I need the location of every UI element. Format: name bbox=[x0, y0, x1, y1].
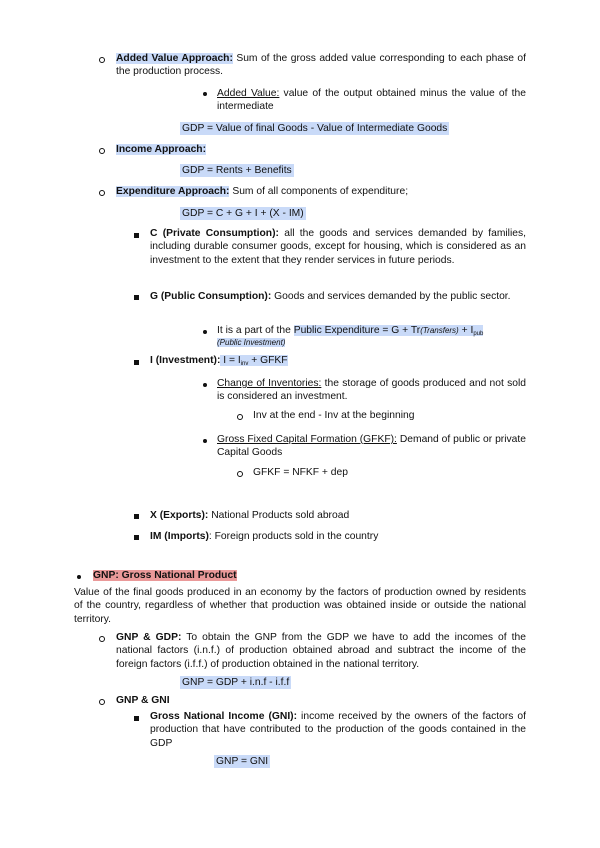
i-investment bbox=[150, 354, 288, 367]
gnp-definition: Value of the final goods produced in an economy by the factors of production owned by residents of the country, regardless of whether that production was obtained inside or outside the national territory. bbox=[74, 587, 526, 625]
hollow-bullet-icon bbox=[99, 699, 105, 705]
plus-i-label: + I bbox=[458, 325, 474, 336]
hollow-bullet-icon bbox=[99, 636, 105, 642]
added-value-definition bbox=[217, 87, 526, 114]
pub-subscript: pub bbox=[473, 331, 484, 337]
i-formula-a: I = I bbox=[220, 355, 241, 366]
square-bullet-icon bbox=[134, 233, 139, 238]
added-value-def-text: value of the output obtained minus the value of the intermediate bbox=[217, 88, 526, 113]
square-bullet-icon bbox=[134, 535, 139, 540]
gross-fixed-capital-formation bbox=[217, 433, 526, 460]
hollow-bullet-icon bbox=[99, 57, 105, 63]
public-investment-note bbox=[217, 336, 285, 349]
filled-dot-bullet-icon bbox=[77, 575, 81, 579]
public-investment-label: (Public Investment) bbox=[217, 338, 286, 347]
inv-text: the storage of goods produced and not sold is considered an investment. bbox=[217, 378, 526, 403]
hollow-bullet-icon bbox=[237, 414, 243, 420]
x-exports bbox=[150, 509, 349, 522]
gross-national-income bbox=[150, 710, 526, 750]
public-expenditure-label: Public Expenditure = G + Tr bbox=[293, 325, 421, 336]
added-value-term: Added Value: bbox=[217, 88, 280, 99]
income-title: Income Approach: bbox=[116, 144, 207, 155]
square-bullet-icon bbox=[134, 514, 139, 519]
square-bullet-icon bbox=[134, 295, 139, 300]
expenditure-approach bbox=[116, 185, 408, 198]
inv-subscript: inv bbox=[240, 361, 249, 367]
i-title: I (Investment): bbox=[150, 355, 221, 366]
c-title: C (Private Consumption): bbox=[150, 228, 279, 239]
transfers-label: (Transfers) bbox=[420, 326, 459, 335]
gnp-gdp-text: To obtain the GNP from the GDP we have to add the incomes of the national factors (i.n.f.) of production obtained abroad and subtract the income of the foreign factors (i.f.f.) of production obtained in the national territory. bbox=[116, 632, 526, 670]
filled-dot-bullet-icon bbox=[203, 439, 207, 443]
im-title: IM (Imports) bbox=[150, 531, 209, 542]
square-bullet-icon bbox=[134, 716, 139, 721]
gnp-and-gdp bbox=[116, 631, 526, 671]
gfkf-formula: GFKF = NFKF + dep bbox=[253, 467, 348, 478]
gni-title: Gross National Income (GNI): bbox=[150, 711, 298, 722]
g-sub-text: It is a part of the bbox=[217, 325, 294, 336]
filled-dot-bullet-icon bbox=[203, 92, 207, 96]
formula-gnp-gdp: GNP = GDP + i.n.f - i.f.f bbox=[182, 677, 290, 688]
gnp-title: GNP: Gross National Product bbox=[93, 570, 237, 581]
added-value-text: Sum of the gross added value corresponding to each phase of the production process. bbox=[116, 53, 526, 78]
filled-dot-bullet-icon bbox=[203, 330, 207, 334]
inv-term: Change of Inventories: bbox=[217, 378, 322, 389]
gfkf-term: Gross Fixed Capital Formation (GFKF): bbox=[217, 434, 397, 445]
i-formula bbox=[220, 355, 287, 366]
i-formula-b: + GFKF bbox=[248, 355, 288, 366]
hollow-bullet-icon bbox=[99, 148, 105, 154]
g-public-consumption bbox=[150, 290, 526, 303]
added-value-approach bbox=[116, 52, 526, 79]
formula-expenditure: GDP = C + G + I + (X - IM) bbox=[182, 208, 304, 219]
x-title: X (Exports): bbox=[150, 510, 209, 521]
filled-dot-bullet-icon bbox=[203, 383, 207, 387]
gni-text: income received by the owners of the factors of production that have contributed to the production of the goods contained in the GDP bbox=[150, 711, 526, 749]
expenditure-title: Expenditure Approach: bbox=[116, 186, 230, 197]
formula-added-value: GDP = Value of final Goods - Value of Intermediate Goods bbox=[182, 123, 448, 134]
hollow-bullet-icon bbox=[99, 190, 105, 196]
c-text: all the goods and services demanded by families, including durable consumer goods, except for housing, which is considered as an investment to the extent that they render services in future periods. bbox=[150, 228, 526, 266]
square-bullet-icon bbox=[134, 360, 139, 365]
hollow-bullet-icon bbox=[237, 471, 243, 477]
formula-income: GDP = Rents + Benefits bbox=[182, 165, 292, 176]
im-text: : Foreign products sold in the country bbox=[208, 531, 379, 542]
im-imports bbox=[150, 530, 378, 543]
gnp-gdp-title: GNP & GDP: bbox=[116, 632, 182, 643]
gfkf-text: Demand of public or private Capital Goods bbox=[217, 434, 526, 459]
public-expenditure-formula bbox=[294, 325, 484, 336]
change-of-inventories bbox=[217, 377, 526, 404]
gnp-heading bbox=[93, 569, 237, 582]
x-text: National Products sold abroad bbox=[208, 510, 350, 521]
c-private-consumption bbox=[150, 227, 526, 267]
added-value-title: Added Value Approach: bbox=[116, 53, 233, 64]
inventory-formula: Inv at the end - Inv at the beginning bbox=[253, 410, 415, 421]
income-approach bbox=[116, 143, 206, 156]
g-title: G (Public Consumption): bbox=[150, 291, 272, 302]
gnp-gni-title: GNP & GNI bbox=[116, 695, 170, 706]
expenditure-text: Sum of all components of expenditure; bbox=[229, 186, 409, 197]
formula-gni: GNP = GNI bbox=[216, 756, 269, 767]
g-text: Goods and services demanded by the public sector. bbox=[271, 291, 511, 302]
gnp-and-gni bbox=[116, 694, 170, 707]
